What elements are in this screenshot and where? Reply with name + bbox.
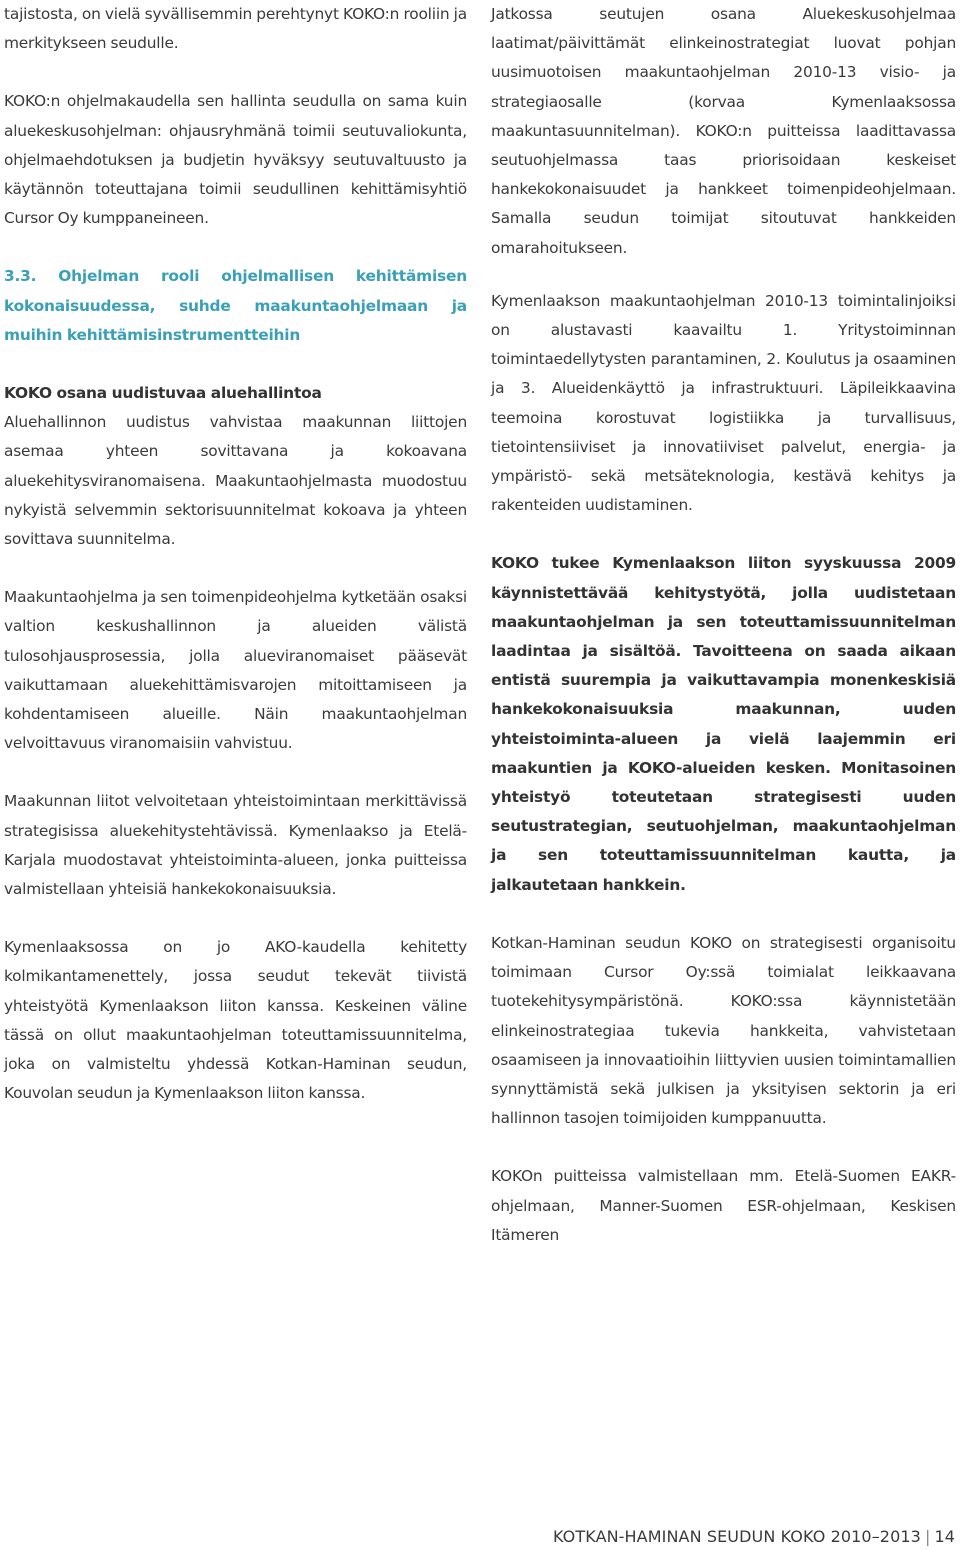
right-column [491,0,956,1250]
subheading: KOKO osana uudistuvaa aluehallintoa [4,384,322,403]
section-heading: 3.3. Ohjelman rooli ohjelmallisen kehittämisen kokonaisuudessa, suhde maakuntaohjelmaan ja muihin kehittämisinstrumentteihin [4,267,467,344]
paragraph: Kymenlaakson maakuntaohjelman 2010-13 toimintalinjoiksi on alustavasti kaavailtu 1. Yritystoiminnan toimintaedellytysten parantaminen, 2. Koulutus ja osaaminen ja 3. Alueidenkäyttö ja infrastruktuuri. Läpileikkaavina teemoina korostuvat logistiikka ja turvallisuus, tietointensiiviset ja innovatiiviset palvelut, energia- ja ympäristö- sekä metsäteknologia, kestävä kehitys ja rakenteiden uudistaminen. [491,291,956,515]
page-number: 14 [934,1527,955,1546]
paragraph: Aluehallinnon uudistus vahvistaa maakunnan liittojen asemaa yhteen sovittavana ja kokoavana aluekehitysviranomaisena. Maakuntaohjelmasta muodostuu nykyistä selvemmin sektorisuunnitelmat kokoava ja yhteen sovittava suunnitelma. [4,413,467,549]
paragraph: Jatkossa seutujen osana Aluekeskusohjelmaa laatimat/päivittämät elinkeinostrategiat luovat pohjan uusimuotoisen maakuntaohjelman 2010-13 visio- ja strategiaosalle (korvaa Kymenlaaksossa maakuntasuunnitelman). KOKO:n puitteissa laadittavassa seutuohjelmassa taas priorisoidaan keskeiset hankekokonaisuudet ja hankkeet toimenpideohjelmaan. Samalla seudun toimijat sitoutuvat hankkeiden omarahoitukseen. [491,5,956,257]
footer-separator: | [924,1527,931,1546]
paragraph: KOKOn puitteissa valmistellaan mm. Etelä-Suomen EAKR-ohjelmaan, Manner-Suomen ESR-ohjelmaan, Keskisen Itämeren [491,1167,956,1244]
paragraph: Maakuntaohjelma ja sen toimenpideohjelma kytketään osaksi valtion keskushallinnon ja alueiden välistä tulosohjausprosessia, jolla alueviranomaiset pääsevät vaikuttamaan aluekehittämisvarojen mitoittamiseen ja kohdentamiseen alueille. Näin maakuntaohjelman velvoittavuus viranomaisiin vahvistuu. [4,588,467,753]
footer-title: KOTKAN-HAMINAN SEUDUN KOKO 2010–2013 [552,1527,921,1546]
paragraph: Kotkan-Haminan seudun KOKO on strategisesti organisoitu toimimaan Cursor Oy:ssä toimialat leikkaavana tuotekehitysympäristönä. KOKO:ssa käynnistetään elinkeinostrategiaa tukevia hankkeita, vahvistetaan osaamiseen ja innovaatioihin liittyvien uusien toimintamallien synnyttämistä sekä julkisen ja yksityisen sektorin ja eri hallinnon tasojen toimijoiden kumppanuutta. [491,933,956,1128]
page-footer [553,1527,955,1547]
left-column [4,0,467,1109]
paragraph: tajistosta, on vielä syvällisemmin perehtynyt KOKO:n rooliin ja merkitykseen seudulle. [4,5,467,53]
paragraph: Maakunnan liitot velvoitetaan yhteistoimintaan merkittävissä strategisissa aluekehitystehtävissä. Kymenlaakso ja Etelä-Karjala muodostavat yhteistoiminta-alueen, jonka puitteissa valmistellaan yhteisiä hankekokonaisuuksia. [4,792,467,899]
bold-paragraph: KOKO tukee Kymenlaakson liiton syyskuussa 2009 käynnistettävää kehitystyötä, jolla uudistetaan maakuntaohjelman ja sen toteuttamissuunnitelman laadintaa ja sisältöä. Tavoitteena on saada aikaan entistä suurempia ja vaikuttavampia monenkeskisiä hankekokonaisuuksia maakunnan, uuden yhteistoiminta-alueen ja vielä laajemmin eri maakuntien ja KOKO-alueiden kesken. Monitasoinen yhteistyö toteutetaan strategisesti uuden seutustrategian, seutuohjelman, maakuntaohjelman ja sen toteuttamissuunnitelman kautta, ja jalkautetaan hankkein. [491,554,956,894]
paragraph: Kymenlaaksossa on jo AKO-kaudella kehitetty kolmikantamenettely, jossa seudut tekevät tiivistä yhteistyötä Kymenlaakson liiton kanssa. Keskeinen väline tässä on ollut maakuntaohjelman toteuttamissuunnitelma, joka on valmisteltu yhdessä Kotkan-Haminan seudun, Kouvolan seudun ja Kymenlaakson liiton kanssa. [4,938,467,1103]
paragraph: KOKO:n ohjelmakaudella sen hallinta seudulla on sama kuin aluekeskusohjelman: ohjausryhmänä toimii seutuvaliokunta, ohjelmaehdotuksen ja budjetin hyväksyy seutuvaltuusto ja käytännön toteuttajana toimii seudullinen kehittämisyhtiö Cursor Oy kumppaneineen. [4,92,467,228]
